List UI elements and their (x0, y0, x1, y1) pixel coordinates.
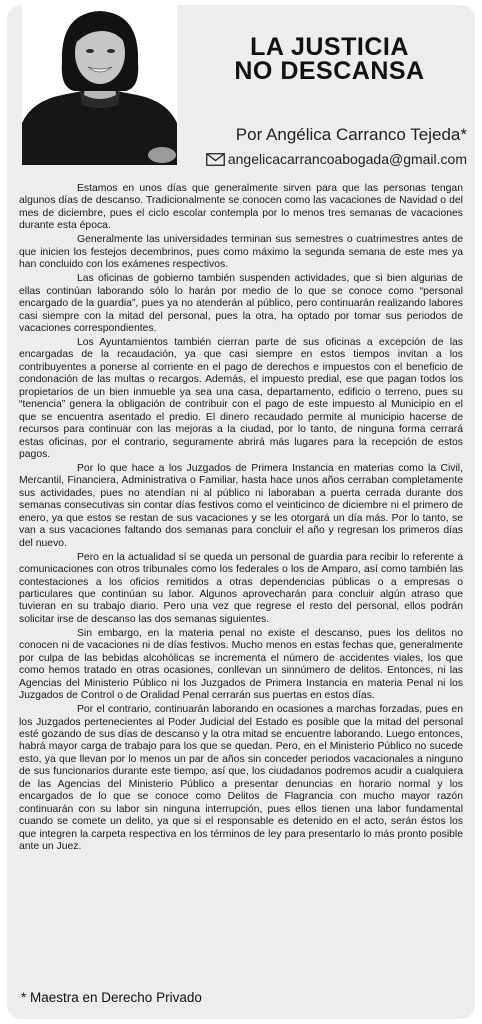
article-panel (7, 5, 475, 1019)
paragraph: Las oficinas de gobierno también suspenden actividades, que si bien algunas de ellas continúan laborando sólo lo harán por medio de lo que se conoce como “personal encargado de la guardia”, pues ya no atenderán al público, pero continuarán realizando labores casi siempre con la mitad del personal, pues la otra, ha optado por tomar sus periodos de vacaciones correspondientes. (19, 273, 463, 334)
paragraph: Los Ayuntamientos también cierran parte de sus oficinas a excepción de las encargadas de la recaudación, ya que casi siempre en estos tiempos invitan a los contribuyentes a ponerse al corriente en el pago de derechos e impuestos con el beneficio de condonación de las multas o recargos. Además, el impuesto predial, ese que pagan todos los propietarios de un bien inmueble ya sea una casa, departamento, edificio o terreno, pues su “tenencia” genera la obligación de contribuir con el pago de este impuesto al Municipio en el que se encuentra asentado el predio. El dinero recaudado permite al municipio hacerse de recursos para continuar con las mejoras a la ciudad, por lo tanto, de ninguna forma cerrará estas oficinas, por el contrario, seguramente abrirá más lugares para la recepción de estos pagos. (19, 336, 463, 461)
author-email (187, 151, 467, 169)
paragraph: Generalmente las universidades terminan sus semestres o cuatrimestres antes de que inicien los festejos decembrinos, pues como máximo la segunda semana de este mes ya han concluido con los exámenes respectivos. (19, 234, 463, 271)
headline-line-1: LA JUSTICIA (250, 33, 409, 61)
headline-line-2: NO DESCANSA (234, 57, 425, 85)
paragraph: Por el contrario, continuarán laborando en ocasiones a marchas forzadas, pues en los Juzgados pertenecientes al Poder Judicial del Estado es posible que la mitad del personal esté gozando de sus días de descanso y la otra mitad se encuentre laborando. Luego entonces, habrá mayor carga de trabajo para los que se quedan. Pero, en el Ministerio Público no sucede esto, ya que llevan por lo menos un par de años sin conceder periodos vacacionales a ninguno de sus funcionarios durante este tiempo, así que, los ciudadanos podremos acudir a cualquiera de las Agencias del Ministerio Público a presentar denuncias en horario normal y los encargados de lo que se conoce como Delitos de Flagrancia con mucho mayor razón continuarán con su labor sin ninguna interrupción, pues ellos tienen una labor fundamental cuando se comete un delito, ya que si el responsable es detenido en el acto, serán éstos los que integren la carpeta respectiva en los términos de ley para presentarlo lo más pronto posible ante un Juez. (19, 704, 463, 853)
author-portrait-image (22, 5, 177, 165)
author-footnote: * Maestra en Derecho Privado (21, 990, 202, 1005)
paragraph: Sin embargo, en la materia penal no existe el descanso, pues los delitos no conocen ni de vacaciones ni de días festivos. Mucho menos en estas fechas que, generalmente por culpa de las bebidas alcohólicas se incrementa el número de accidentes viales, los que como hemos tratado en otras ocasiones, conllevan un sinnúmero de delitos. Entonces, ni las Agencias del Ministerio Público ni los Juzgados de Primera Instancia en materia Penal ni los Juzgados de Control o de Oralidad Penal cerrarán sus puertas en estos días. (19, 627, 463, 702)
email-text: angelicacarrancoabogada@gmail.com (227, 151, 467, 167)
paragraph: Por lo que hace a los Juzgados de Primera Instancia en materias como la Civil, Mercantil, Financiera, Administrativa o Familiar, hasta hace unos años cerraban completamente sus actividades, pues no atendían ni al público ni laboraban a puerta cerrada durante dos semanas consecutivas sin contar días festivos como el veinticinco de diciembre ni el primero de enero, ya que estos se restan de sus vacaciones y se les otorgará un día más. Por lo tanto, se van a sus vacaciones faltando dos semanas para concluir el año y regresan los primeros días del nuevo. (19, 462, 463, 549)
paragraph: Estamos en unos días que generalmente sirven para que las personas tengan algunos días de descanso. Tradicionalmente se conocen como las vacaciones de Navidad o del mes de diciembre, pues el ciclo escolar contempla por lo menos tres semanas de vacaciones durante esta época. (19, 183, 463, 232)
paragraph: Pero en la actualidad sí se queda un personal de guardia para recibir lo referente a comunicaciones con otros tribunales como los federales o los de Amparo, así como también las contestaciones a los oficios remitidos a otras dependencias públicas o a empresas o particulares que continúan su labor. Algunos aprovecharán para concluir algún atraso que tuvieran en su trabajo diario. Pero una vez que regrese el resto del personal, ellos podrán solicitar irse de descanso las dos semanas siguientes. (19, 551, 463, 625)
author-photo (22, 5, 177, 165)
article-body (19, 183, 463, 855)
envelope-icon (206, 153, 225, 169)
author-byline: Por Angélica Carranco Tejeda* (235, 125, 467, 144)
headline (187, 35, 472, 83)
